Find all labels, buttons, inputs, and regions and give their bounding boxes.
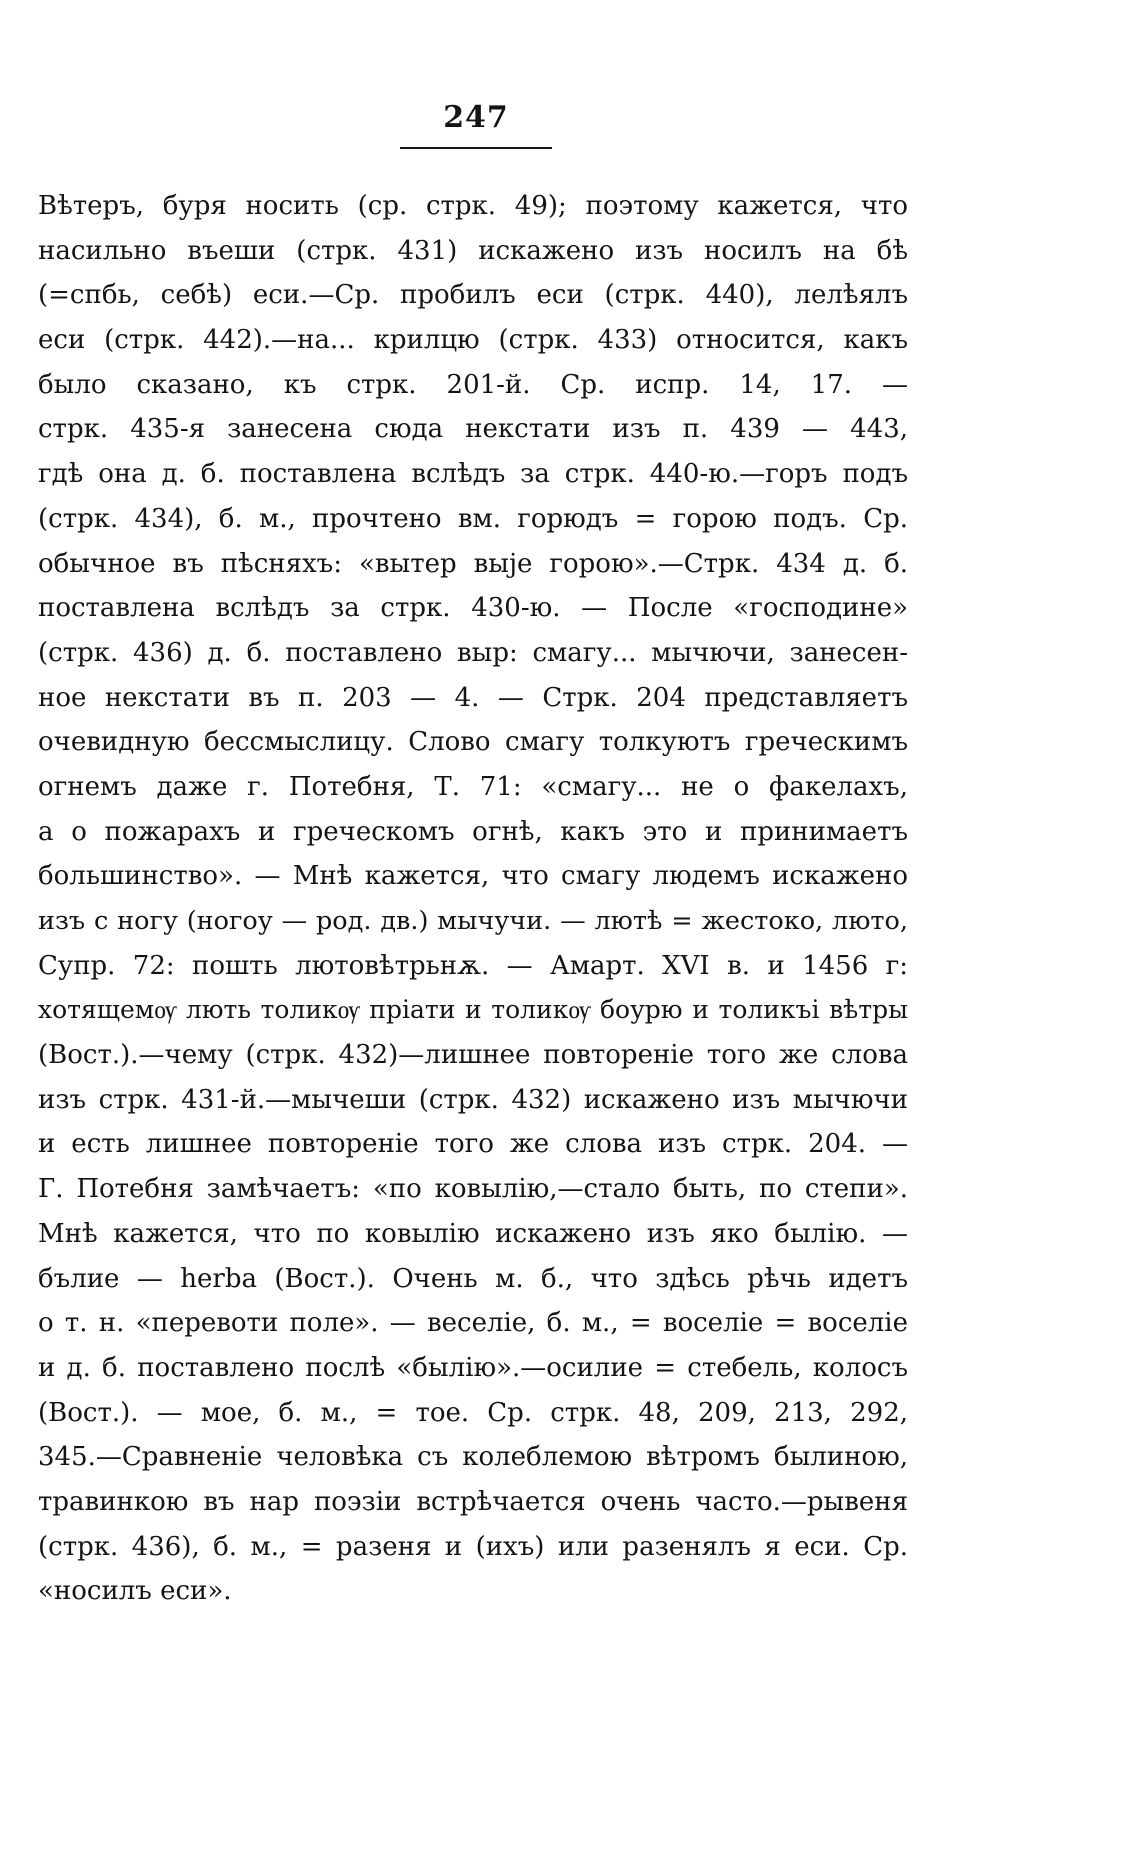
text-line: изъ с ногу (ногоу — род. дв.) мычучи. — лютѣ = жестоко, люто, (38, 906, 908, 936)
text-line: (стрк. 436) д. б. поставлено выр: смагу... мычючи, занесен- (38, 637, 908, 668)
text-line: Вѣтеръ, буря носить (ср. стрк. 49); поэтому кажется, что (38, 191, 908, 221)
text-line: и д. б. поставлено послѣ «былію».—осилие = стебель, колосъ (38, 1352, 908, 1383)
text-line: очевидную бессмыслицу. Слово смагу толкуютъ греческимъ (38, 727, 908, 758)
text-line: 345.—Сравненіе человѣка съ колеблемою вѣтромъ былиною, (38, 1442, 908, 1473)
text-line: Мнѣ кажется, что по ковылію искажено изъ яко былію. — (38, 1218, 908, 1249)
text-line: (Вост.). — мое, б. м., = тое. Ср. стрк. 48, 209, 213, 292, (38, 1397, 908, 1428)
text-line: было сказано, къ стрк. 201-й. Ср. испр. 14, 17. — (38, 369, 908, 400)
text-line: насильно въеши (стрк. 431) искажено изъ носилъ на бѣ (38, 235, 908, 266)
text-line: поставлена вслѣдъ за стрк. 430-ю. — После «господине» (38, 593, 908, 624)
text-line: а о пожарахъ и греческомъ огнѣ, какъ это и принимаетъ (38, 816, 908, 847)
text-line: о т. н. «перевоти поле». — веселіе, б. м., = воселіе = воселіе (38, 1308, 908, 1339)
text-line: «носилъ еси». (38, 1576, 232, 1607)
text-line: (стрк. 434), б. м., прочтено вм. горюдъ = горою подъ. Ср. (38, 503, 908, 534)
text-line: гдѣ она д. б. поставлена вслѣдъ за стрк. 440-ю.—горъ подъ (38, 459, 908, 490)
text-line: (Вост.).—чему (стрк. 432)—лишнее повтореніе того же слова (38, 1040, 908, 1071)
page-number: 247 (443, 100, 509, 135)
text-line: Г. Потебня замѣчаетъ: «по ковылію,—стало быть, по степи». (38, 1174, 908, 1205)
text-line: ное некстати въ п. 203 — 4. — Стрк. 204 представляетъ (38, 682, 908, 713)
text-line: изъ стрк. 431-й.—мычеши (стрк. 432) искажено изъ мычючи (38, 1084, 908, 1115)
text-line: стрк. 435-я занесена сюда некстати изъ п. 439 — 443, (38, 414, 908, 445)
text-line: травинкою въ нар поэзіи встрѣчается очень часто.—рывеня (38, 1486, 908, 1517)
text-line: хотящемѹ лють толикѹ пріати и толикѹ боурю и толикъі вѣтры (38, 995, 908, 1025)
text-line: обычное въ пѣсняхъ: «вытер выје горою».—Стрк. 434 д. б. (38, 548, 908, 579)
body-text (38, 184, 908, 1614)
text-line: (стрк. 436), б. м., = разеня и (ихъ) или разенялъ я еси. Ср. (38, 1531, 908, 1562)
text-line: Супр. 72: пошть лютовѣтрьнѫ. — Амарт. XVI в. и 1456 г: (38, 950, 908, 981)
text-line: большинство». — Мнѣ кажется, что смагу людемъ искажено (38, 861, 908, 892)
text-line: бълие — herba (Вост.). Очень м. б., что здѣсь рѣчь идетъ (38, 1263, 908, 1294)
text-line: огнемъ даже г. Потебня, Т. 71: «смагу... не о факелахъ, (38, 771, 908, 802)
text-line: еси (стрк. 442).—на... крилцю (стрк. 433) относится, какъ (38, 325, 908, 356)
text-line: и есть лишнее повтореніе того же слова изъ стрк. 204. — (38, 1129, 908, 1160)
header-rule (400, 147, 552, 149)
text-line: (=спбь, себѣ) еси.—Ср. пробилъ еси (стрк. 440), лелѣялъ (38, 280, 908, 311)
